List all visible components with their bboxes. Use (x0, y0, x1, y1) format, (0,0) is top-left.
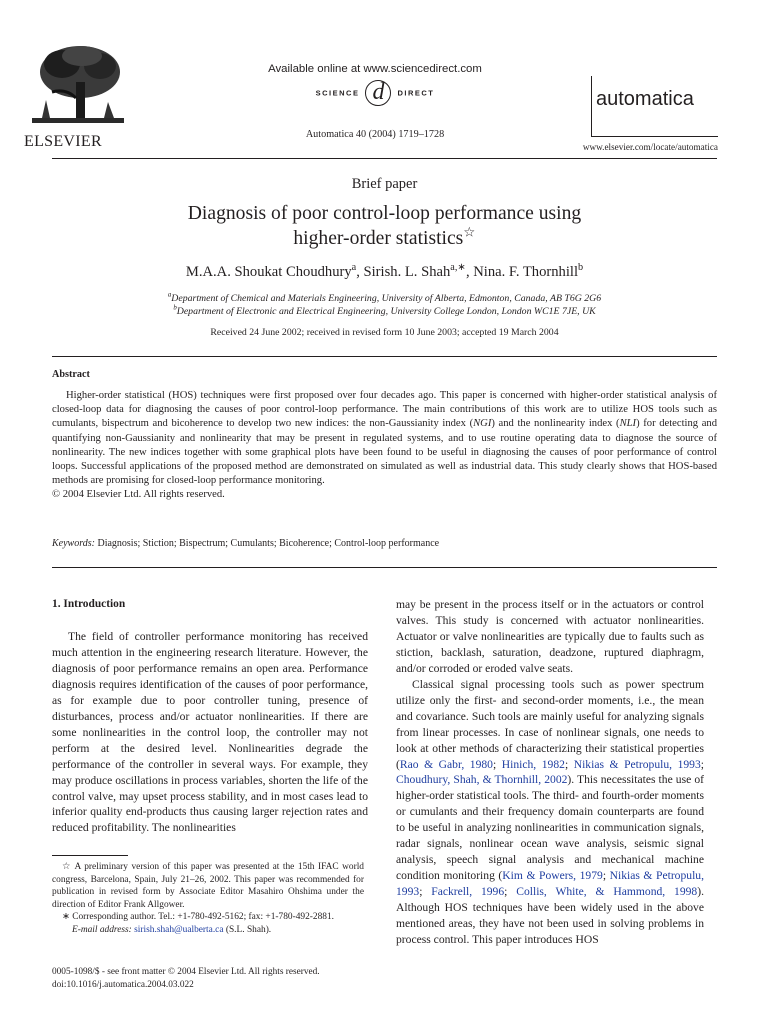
abstract-ngi: NGI (473, 418, 492, 430)
citation-sep: ; (700, 757, 705, 771)
intro-paragraph-1: The field of controller performance monitoring has received much attention in the engineering research literature. However, the diagnosis of poor performance remains an open area. Performance diagnosis requires identification of the causes of poor performance, as for example due to poor controller tuning, presence of disturbances, process and/or actuator nonlinearities. If there are some nonlinearities in the control loop, the controller may not perform at the desired level. Nonlinearities degrade the performance of the controller in several ways. For example, they may produce oscillations in process variables, shorten the life of the control valve, may upset process stability, and in most cases lead to inferior quality end-products thus causing larger rejection rates and reduced profitability. The nonlinearities (52, 630, 368, 835)
page-footer (52, 966, 382, 992)
author-affiliation-mark: a (351, 262, 357, 274)
citation-link[interactable]: Rao & Gabr, 1980 (399, 757, 493, 771)
intro-heading: 1. Introduction (52, 598, 126, 610)
right-p2-text-b: ). This necessitates the use of higher-order statistical tools. The third- and fourth-order moments or cumulants and their frequency domain counterparts are found to be useful in analyzing nonlinearities in communication signals, radar signals, nonlinear ocean wave analysis, seismic signal analysis, speech signal analysis and mechanical machine condition monitoring ( (396, 773, 704, 883)
title-rule (52, 356, 717, 357)
received-dates: Received 24 June 2002; received in revised form 10 June 2003; accepted 19 March 2004 (210, 327, 559, 338)
footnote-corr-text: Corresponding author. Tel.: +1-780-492-5162; fax: +1-780-492-2881. (69, 912, 334, 923)
article-type: Brief paper (351, 176, 418, 192)
footnote-rule (52, 855, 128, 856)
available-online: Available online at www.sciencedirect.com (268, 63, 482, 75)
author-name: Sirish. L. Shah (363, 264, 451, 280)
footnote-star-icon: ☆ (62, 862, 72, 872)
title-star-icon: ☆ (463, 223, 476, 239)
title-line-1: Diagnosis of poor control-loop performance using (187, 203, 582, 224)
article-title (52, 202, 717, 251)
affiliation-text: Department of Chemical and Materials Engineering, University of Alberta, Edmonton, Canada, AB T6G 2G6 (171, 293, 602, 304)
journal-url[interactable]: www.elsevier.com/locate/automatica (582, 142, 718, 152)
citation-link[interactable]: Nikias & Petropulu, 1993 (573, 757, 701, 771)
affiliation (52, 293, 717, 306)
citation-sep: ; (504, 885, 517, 899)
author-name: M.A.A. Shoukat Choudhury (185, 264, 352, 280)
header-rule (52, 158, 717, 159)
elsevier-logo (22, 42, 132, 150)
keywords-label: Keywords: (52, 538, 95, 549)
email-link[interactable]: sirish.shah@ualberta.ca (134, 924, 224, 935)
footnotes (52, 861, 364, 937)
journal-citation: Automatica 40 (2004) 1719–1728 (305, 129, 445, 140)
author-name: Nina. F. Thornhill (473, 264, 579, 280)
sciencedirect-right: DIRECT (397, 88, 435, 98)
issn-line: 0005-1098/$ - see front matter © 2004 Elsevier Ltd. All rights reserved. (52, 967, 320, 977)
citation-link[interactable]: Fackrell, 1996 (431, 885, 505, 899)
citation-sep: ; (602, 869, 610, 883)
right-paragraph-1: may be present in the process itself or in the actuators or control valves. This study is concerned with actuator nonlinearities. Actuator or valve nonlinearities are typically due to faults such as stiction, backlash, saturation, deadzone, ruptured diaphragm, and/or corroded or eroded valve seats. (396, 598, 704, 675)
title-line-2: higher-order statistics (293, 227, 464, 249)
elsevier-tree-icon (22, 42, 132, 128)
footnote-corr-mark: ∗ (62, 912, 70, 923)
sciencedirect-logo (260, 80, 490, 108)
abstract-heading: Abstract (52, 369, 90, 380)
doi-line[interactable]: doi:10.1016/j.automatica.2004.03.022 (52, 980, 194, 990)
citation-sep: ; (419, 885, 432, 899)
citation-link[interactable]: Kim & Powers, 1979 (502, 869, 603, 883)
right-p2-text-a: Classical signal processing tools such as power spectrum utilize only the first- and second-order moments, i.e., the mean and covariance. Such tools are mainly useful for analyzing signals from linear processes. In case of nonlinear signals, one needs to look at other methods of characterizing their statistical properties ( (396, 677, 704, 771)
keywords (52, 538, 717, 549)
intro-right-column (396, 597, 704, 948)
abstract-text-2: ) and the nonlinearity index ( (491, 418, 620, 430)
journal-brand: automatica (596, 88, 694, 110)
citation-link[interactable]: Nikias & Petropulu, 1993 (396, 869, 704, 899)
intro-left-column (52, 629, 368, 836)
author-affiliation-mark: a,∗ (450, 262, 466, 274)
citation-link[interactable]: Hinich, 1982 (501, 757, 565, 771)
abstract-text-3: ) for detecting and quantifying non-Gaussianity and nonlinearity that may be present in regulated systems, and to use routine operating data to diagnose the source of nonlinearity. The new indices together with some graphical plots have been found to be useful in diagnosing the causes of poor performance of control loops. Successful applications of the proposed method are demonstrated on simulated as well as industrial data. This study clearly shows that HOS-based methods are promising for closed-loop performance monitoring. (52, 418, 717, 487)
citation-link[interactable]: Choudhury, Shah, & Thornhill, 2002 (396, 773, 568, 787)
footnote-star-text: A preliminary version of this paper was presented at the 15th IFAC world congress, Barcelona, Spain, July 21–26, 2002. This paper was recommended for publication in revised form by Associate Editor Masahiro Ohshima under the direction of Editor Frank Allgower. (52, 862, 364, 910)
affiliation-list (52, 293, 717, 318)
abstract-body (52, 389, 717, 503)
publisher-name: ELSEVIER (24, 133, 102, 150)
author-separator: , (465, 264, 474, 280)
right-p2-text-c: ). Although HOS techniques have been widely used in the above mentioned areas, they have not been used in solving problems in process control. This paper introduces HOS (396, 885, 704, 947)
abstract-copyright: © 2004 Elsevier Ltd. All rights reserved. (52, 489, 225, 501)
sciencedirect-d-mark: d (365, 80, 391, 106)
affiliation (52, 306, 717, 319)
affiliation-mark: a (167, 291, 172, 299)
email-suffix: (S.L. Shah). (223, 924, 272, 935)
author-affiliation-mark: b (578, 262, 584, 274)
abstract-nli: NLI (619, 418, 637, 430)
author-list (52, 264, 717, 281)
right-paragraph-2 (396, 677, 704, 948)
citation-sep: ; (564, 757, 574, 771)
email-label: E-mail address: (72, 924, 132, 935)
sciencedirect-left: SCIENCE (315, 88, 360, 98)
affiliation-text: Department of Electronic and Electrical Engineering, University College London, London WC1E 7JE, UK (176, 305, 596, 317)
citation-sep: ; (492, 757, 502, 771)
affiliation-mark: b (173, 304, 177, 312)
author-separator: , (356, 264, 364, 280)
keywords-text: Diagnosis; Stiction; Bispectrum; Cumulants; Bicoherence; Control-loop performance (94, 538, 440, 549)
abstract-text-1: Higher-order statistical (HOS) techniques were first proposed over four decades ago. This paper is concerned with higher-order statistical analysis of closed-loop data for diagnosing the causes of poor control-loop performance. The main contributions of this work are to utilize HOS tools such as cumulants, bispectrum and bicoherence to develop two new indices: the non-Gaussianity index ( (52, 390, 717, 430)
abstract-rule (52, 567, 717, 568)
citation-link[interactable]: Collis, White, & Hammond, 1998 (516, 885, 698, 899)
journal-brand-box (591, 76, 718, 137)
